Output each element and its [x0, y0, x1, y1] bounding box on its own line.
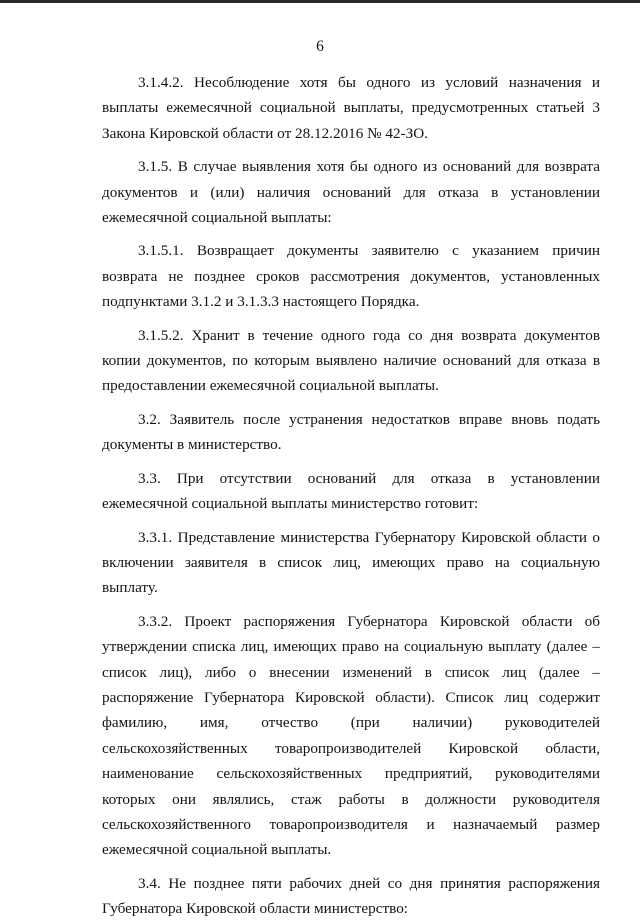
document-body — [102, 70, 600, 922]
paragraph-3-1-4-2: 3.1.4.2. Несоблюдение хотя бы одного из условий назначения и выплаты ежемесячной социальной выплаты, предусмотренных статьей 3 Закона Кировской области от 28.12.2016 № 42-ЗО. — [102, 74, 600, 142]
paragraph-3-1-5-2: 3.1.5.2. Хранит в течение одного года со дня возврата документов копии документов, по которым выявлено наличие оснований для отказа в предоставлении ежемесячной социальной выплаты. — [102, 326, 600, 395]
paragraph-3-4: 3.4. Не позднее пяти рабочих дней со дня принятия распоряжения Губернатора Кировской области министерство: — [102, 874, 600, 918]
paragraph-3-2: 3.2. Заявитель после устранения недостатков вправе вновь подать документы в министерство. — [102, 410, 600, 454]
page-number: 6 — [316, 38, 324, 55]
paragraph-3-3-2: 3.3.2. Проект распоряжения Губернатора Кировской области об утверждении списка лиц, имеющих право на социальную выплату (далее – список лиц), либо о внесении изменений в список лиц (далее – распоряжение Губернатора Кировской области). Список лиц содержит фамилию, имя, отчество (при наличии) руководителей сельскохозяйственных товаропроизводителей Кировской области, наименование сельскохозяйственных предприятий, руководителями которых они являлись, стаж работы в должности руководителя сельскохозяйственного товаропроизводителя и назначаемый размер ежемесячной социальной выплаты. — [102, 612, 600, 859]
top-border-line — [0, 0, 640, 3]
paragraph-3-1-5-1: 3.1.5.1. Возвращает документы заявителю с указанием причин возврата не позднее сроков рассмотрения документов, установленных подпунктами 3.1.2 и 3.1.3.3 настоящего Порядка. — [102, 242, 600, 311]
paragraph-3-1-5: 3.1.5. В случае выявления хотя бы одного из оснований для возврата документов и (или) наличия оснований для отказа в установлении ежемесячной социальной выплаты: — [102, 158, 600, 227]
paragraph-3-3-1: 3.3.1. Представление министерства Губернатору Кировской области о включении заявителя в список лиц, имеющих право на социальную выплату. — [102, 528, 600, 597]
paragraph-3-3: 3.3. При отсутствии оснований для отказа в установлении ежемесячной социальной выплаты министерство готовит: — [102, 469, 600, 513]
